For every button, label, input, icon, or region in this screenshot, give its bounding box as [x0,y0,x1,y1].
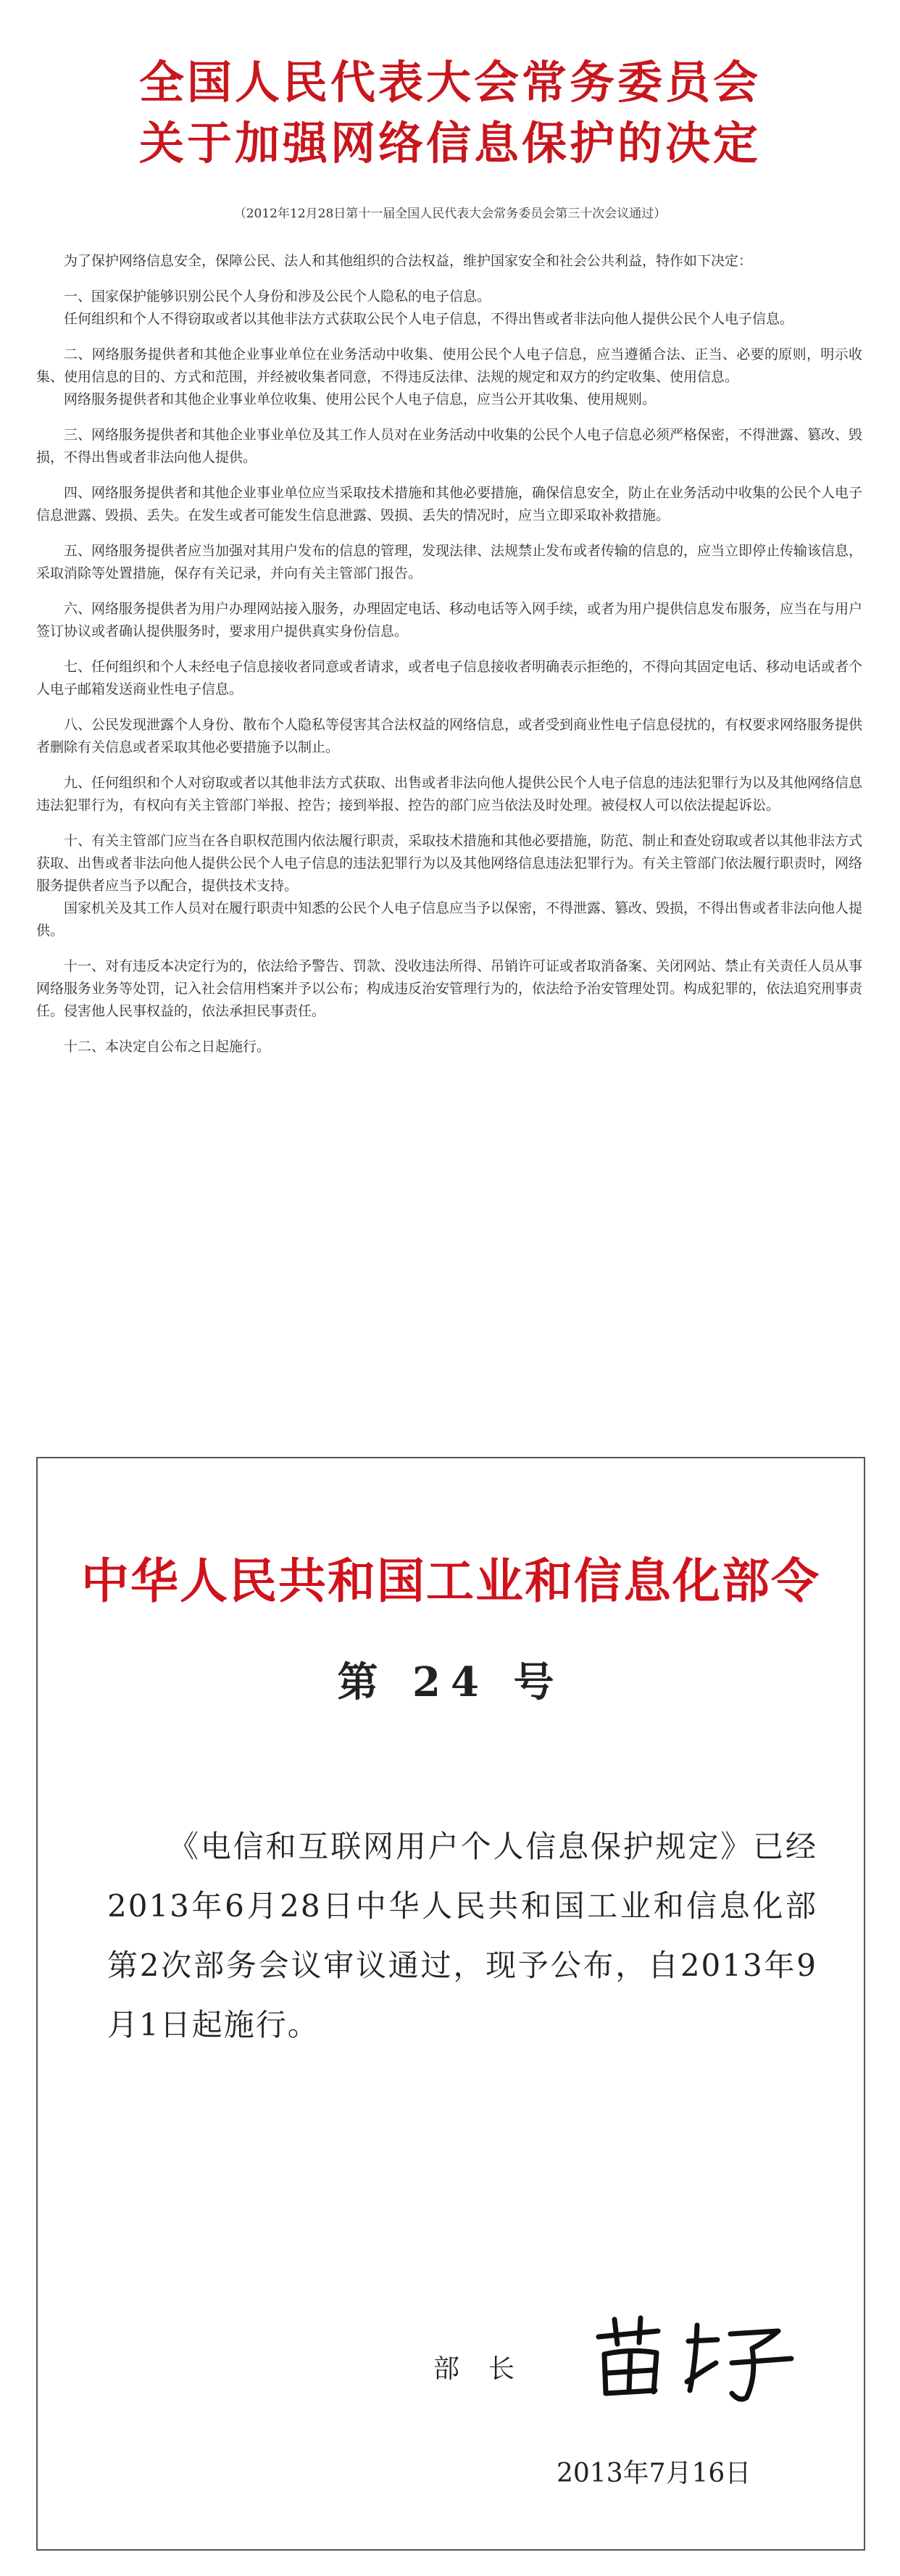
signature-image [588,2312,806,2406]
decision-paragraph: 五、网络服务提供者应当加强对其用户发布的信息的管理，发现法律、法规禁止发布或者传输的信息的，应当立即停止传输该信息，采取消除等处置措施，保存有关记录，并向有关主管部门报告。 [36,543,863,581]
decision-paragraph: 六、网络服务提供者为用户办理网站接入服务，办理固定电话、移动电话等入网手续，或者为用户提供信息发布服务，应当在与用户签订协议或者确认提供服务时，要求用户提供真实身份信息。 [36,601,863,639]
decision-paragraph: 网络服务提供者和其他企业事业单位收集、使用公民个人电子信息，应当公开其收集、使用规则。 [64,391,657,407]
decision-subtitle: （2012年12月28日第十一届全国人民代表大会常务委员会第三十次会议通过） [233,207,667,221]
minister-label: 部长 [433,2354,544,2384]
decision-paragraph: 七、任何组织和个人未经电子信息接收者同意或者请求，或者电子信息接收者明确表示拒绝的，不得向其固定电话、移动电话或者个人电子邮箱发送商业性电子信息。 [36,659,863,697]
decree-number: 第 24 号 [337,1658,564,1706]
decision-paragraph: 三、网络服务提供者和其他企业事业单位及其工作人员对在业务活动中收集的公民个人电子信息必须严格保密，不得泄露、篡改、毁损，不得出售或者非法向他人提供。 [36,427,863,465]
decision-paragraph: 一、国家保护能够识别公民个人身份和涉及公民个人隐私的电子信息。 [64,288,491,304]
decree-date: 2013年7月16日 [557,2459,751,2488]
decision-paragraph: 十、有关主管部门应当在各自职权范围内依法履行职责，采取技术措施和其他必要措施，防范、制止和查处窃取或者以其他非法方式获取、出售或者非法向他人提供公民个人电子信息的违法犯罪行为以及其他网络信息违法犯罪行为。有关主管部门依法履行职责时，网络服务提供者应当予以配合，提供技术支持。 [36,833,863,894]
miit-decree-document [36,1457,865,2551]
minister-signature [588,2312,806,2406]
decision-paragraph: 八、公民发现泄露个人身份、散布个人隐私等侵害其合法权益的网络信息，或者受到商业性电子信息侵扰的，有权要求网络服务提供者删除有关信息或者采取其他必要措施予以制止。 [36,717,863,755]
decree-title: 中华人民共和国工业和信息化部令 [81,1553,820,1609]
decision-paragraph: 四、网络服务提供者和其他企业事业单位应当采取技术措施和其他必要措施，确保信息安全，防止在业务活动中收集的公民个人电子信息泄露、毁损、丢失。在发生或者可能发生信息泄露、毁损、丢失的情况时，应当立即采取补救措施。 [36,485,863,523]
decision-paragraph: 二、网络服务提供者和其他企业事业单位在业务活动中收集、使用公民个人电子信息，应当遵循合法、正当、必要的原则，明示收集、使用信息的目的、方式和范围，并经被收集者同意，不得违反法律、法规的规定和双方的约定收集、使用信息。 [36,346,862,385]
decree-body: 《电信和互联网用户个人信息保护规定》已经2013年6月28日中华人民共和国工业和信息化部第2次部务会议审议通过，现予公布，自2013年9月1日起施行。 [107,1829,817,2043]
decision-title-line2: 关于加强网络信息保护的决定 [138,117,761,170]
decision-paragraph: 十一、对有违反本决定行为的，依法给予警告、罚款、没收违法所得、吊销许可证或者取消备案、关闭网站、禁止有关责任人员从事网络服务业务等处罚，记入社会信用档案并予以公布；构成违反治安管理行为的，依法给予治安管理处罚。构成犯罪的，依法追究刑事责任。侵害他人民事权益的，依法承担民事责任。 [36,958,863,1019]
decision-title-line1: 全国人民代表大会常务委员会 [138,56,761,109]
decision-paragraph: 任何组织和个人不得窃取或者以其他非法方式获取公民个人电子信息，不得出售或者非法向他人提供公民个人电子信息。 [64,311,794,327]
decision-paragraph: 国家机关及其工作人员对在履行职责中知悉的公民个人电子信息应当予以保密，不得泄露、篡改、毁损，不得出售或者非法向他人提供。 [36,900,863,939]
decision-paragraph: 为了保护网络信息安全，保障公民、法人和其他组织的合法权益，维护国家安全和社会公共利益，特作如下决定： [64,253,753,269]
decision-body [36,250,862,1058]
decision-paragraph: 九、任何组织和个人对窃取或者以其他非法方式获取、出售或者非法向他人提供公民个人电子信息的违法犯罪行为以及其他网络信息违法犯罪行为，有权向有关主管部门举报、控告；接到举报、控告的部门应当依法及时处理。被侵权人可以依法提起诉讼。 [36,775,863,813]
decision-paragraph: 十二、本决定自公布之日起施行。 [64,1039,271,1055]
